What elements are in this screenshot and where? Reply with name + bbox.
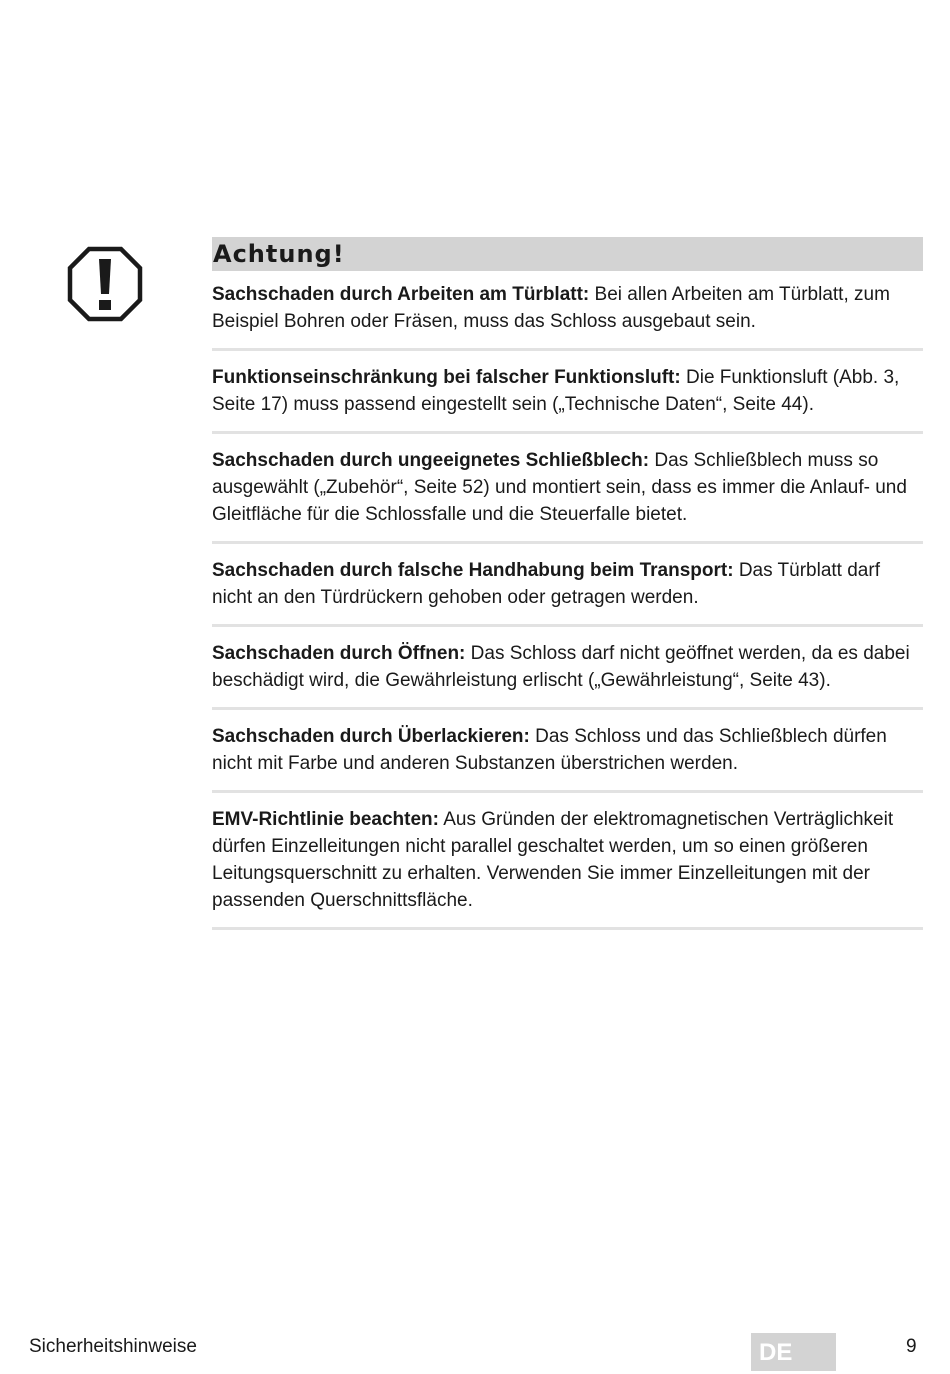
notice-item-title: Sachschaden durch falsche Handhabung beim Transport:	[212, 560, 734, 581]
notice-item	[212, 434, 923, 544]
notice-item	[212, 627, 923, 710]
footer-section-title: Sicherheitshinweise	[29, 1336, 197, 1357]
notice-item	[212, 793, 923, 930]
language-badge: DE	[751, 1333, 836, 1371]
notice-item-text: Das Schließblech muss so ausgewählt („Zubehör“, Seite 52) und montiert sein, dass es immer die Anlauf- und Gleitfläche für die Schlossfalle und die Steuerfalle bietet.	[212, 450, 907, 525]
notice-item	[212, 710, 923, 793]
notice-item-text: Das Türblatt darf nicht an den Türdrückern gehoben oder getragen werden.	[212, 560, 880, 608]
notice-item-text: Die Funktionsluft (Abb. 3, Seite 17) muss passend eingestellt sein („Technische Daten“, Seite 44).	[212, 367, 900, 415]
notice-item-title: Sachschaden durch Arbeiten am Türblatt:	[212, 284, 590, 305]
notice-item	[212, 544, 923, 627]
notice-item-title: Funktionseinschränkung bei falscher Funktionsluft:	[212, 367, 681, 388]
notice-item-text: Das Schloss darf nicht geöffnet werden, da es dabei beschädigt wird, die Gewährleistung erlischt („Gewährleistung“, Seite 43).	[212, 643, 910, 691]
notice-item-title: EMV-Richtlinie beachten:	[212, 809, 439, 830]
notice-item-text: Aus Gründen der elektromagnetischen Verträglichkeit dürfen Einzelleitungen nicht parallel geschaltet werden, um so einen größeren Leitungsquerschnitt zu erhalten. Verwenden Sie immer Einzelleitungen mit der passenden Querschnittsfläche.	[212, 809, 894, 911]
notice-item-title: Sachschaden durch ungeeignetes Schließblech:	[212, 450, 650, 471]
notice-item-title: Sachschaden durch Überlackieren:	[212, 726, 530, 747]
notice-item	[212, 271, 923, 351]
notice-heading: Achtung!	[212, 237, 923, 271]
notice-item	[212, 351, 923, 434]
notice-item-text: Bei allen Arbeiten am Türblatt, zum Beispiel Bohren oder Fräsen, muss das Schloss ausgebaut sein.	[212, 284, 890, 332]
notice-item-title: Sachschaden durch Öffnen:	[212, 643, 466, 664]
notice-item-text: Das Schloss und das Schließblech dürfen nicht mit Farbe und anderen Substanzen überstrichen werden.	[212, 726, 887, 774]
warning-octagon-icon	[67, 246, 143, 322]
page-number: 9	[906, 1336, 917, 1357]
notice-box	[212, 237, 923, 930]
